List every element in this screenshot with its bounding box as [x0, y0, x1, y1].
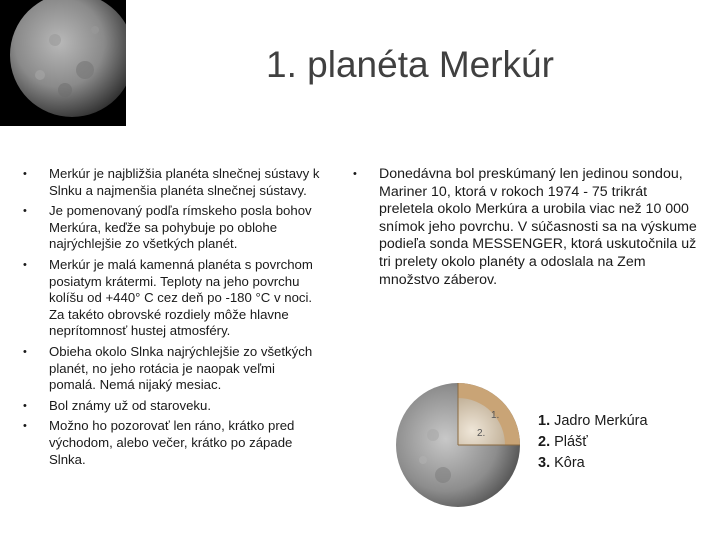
list-item: [538, 411, 648, 432]
list-item: [538, 453, 648, 474]
diagram-label-mantle: 2.: [477, 428, 486, 439]
list-item: • Donedávna bol preskúmaný len jedinou sondou, Mariner 10, ktorá v rokoch 1974 - 75 trikrát preletela okolo Merkúra a urobila viac než 10 000 snímok jeho povrchu. V súčasnosti sa na výskume podieľa sonda MESSENGER, ktorá uskutočnila už tri prelety okolo planéty a odoslala na Zem množstvo záberov.: [355, 166, 700, 289]
list-item: • Bol známy už od staroveku.: [25, 398, 325, 415]
layer-label: Jadro Merkúra: [554, 413, 648, 429]
list-item: • Obieha okolo Slnka najrýchlejšie zo všetkých planét, no jeho rotácia je naopak veľmi pomalá. Nemá nijaký mesiac.: [25, 344, 325, 394]
list-item: • Možno ho pozorovať len ráno, krátko pred východom, alebo večer, krátko po západe Slnka.: [25, 418, 325, 468]
list-item: • Merkúr je malá kamenná planéta s povrchom posiatym krátermi. Teploty na jeho povrchu kolíšu od +440° C cez deň po -180 °C v noci. Za takéto obrovské rozdiely môže hlavne neprítomnosť hustej atmosféry.: [25, 257, 325, 340]
page-title: 1. planéta Merkúr: [266, 44, 554, 85]
list-item: • Je pomenovaný podľa rímskeho posla bohov Merkúra, keďže sa pohybuje po oblohe najrýchlejšie zo všetkých planét.: [25, 203, 325, 253]
layer-number: 3.: [538, 455, 551, 471]
layer-number: 2.: [538, 434, 551, 450]
list-item: [538, 432, 648, 453]
right-bullet-list: [355, 166, 700, 293]
layers-legend: [538, 411, 648, 474]
mercury-photo: [0, 0, 126, 126]
mercury-structure-diagram: [393, 380, 523, 510]
list-item: • Merkúr je najbližšia planéta slnečnej sústavy k Slnku a najmenšia planéta slnečnej sústavy.: [25, 166, 325, 199]
diagram-label-core: 1.: [491, 410, 500, 421]
left-bullet-list: [25, 166, 325, 472]
layer-label: Kôra: [554, 455, 585, 471]
layer-label: Plášť: [554, 434, 588, 450]
layer-number: 1.: [538, 413, 551, 429]
mercury-planet-image: [0, 0, 126, 126]
